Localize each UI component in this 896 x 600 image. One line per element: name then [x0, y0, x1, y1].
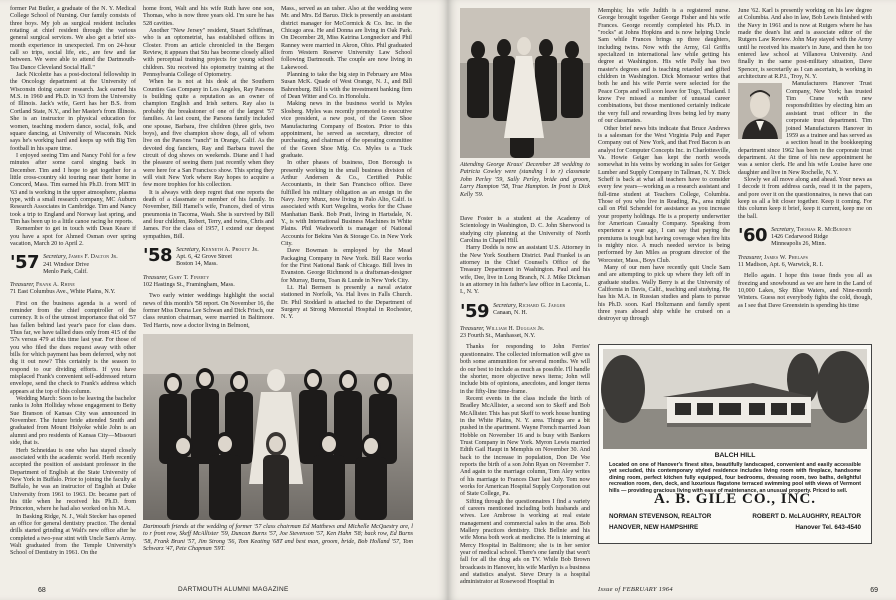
ad-title: BALCH HILL: [714, 452, 756, 459]
class-officers: [771, 227, 852, 249]
paragraph: Harry Dodds is now an assistant U.S. Attorney in the New York Southern District. Paul Frankel is an attorney in the Chief Counsel's Office of the Treasury Department in Washington. Paul and his wife, Dee, live in Long Branch, N. J. Mike Dickman is an attorney in his father's law office in Laconia, L. I., N. Y.: [460, 245, 590, 296]
paragraph: Hello again. I hope this issue finds you all as freezing and snowbound as we are here in the Land of 10,000 Lakes, Sky Blue Waters, and Nine-month Winters. Guess not everybody fights the cold, though, as I see that Dave Greenstein is spending his time: [738, 273, 872, 309]
realtor-left: NORMAN STEVENSON, REALTOR: [609, 513, 712, 520]
paragraph: Another "New Jersey" resident, Stuart Schiffman, who is an optometrist, has established offices in Closter. From an article chronicled in the Bergen Review, it appears that Stu has become closely allied with perceptual training projects for young school children. Stu received his optometry training at the Pennsylvania College of Optometry.: [143, 28, 274, 79]
right-column-1: [460, 216, 590, 591]
treasurer-line: [143, 275, 274, 282]
ad-firm-name: A. B. GILE CO., INC.: [653, 491, 817, 507]
class-60-header: [738, 224, 872, 249]
couple-photo-image: [460, 8, 590, 158]
secretary-address: Canaan, N. H.: [493, 309, 528, 316]
secretary-name: Kenneth A. Prouty Jr.: [201, 247, 259, 253]
class-59-header: [460, 300, 590, 322]
couple-wedding-photo: [460, 8, 590, 158]
page-number: 69: [870, 587, 878, 594]
treasurer-line: [10, 282, 136, 289]
paragraph: Manufacturers Hanover Trust Company, New York; has trusted Tim Crane with new responsibilities by electing him an assistant trust officer in the corporate trust department. Tim joined Manufacturers Hanover in 1959 as a trainee and has served as a section head in the bookkeeping department since 1962 has been in the corporate trust department. At the time of his new appointment he was a senior clerk. He and his wife Louise have one daughter and live in New Rochelle, N. Y.: [738, 81, 872, 176]
treasurer-name: Frank A. Rhine: [35, 281, 75, 288]
secretary-city: Boston 14, Mass.: [176, 261, 218, 268]
portrait-image: [738, 83, 782, 139]
left-column-3: [281, 6, 412, 321]
class-year: '60: [738, 224, 768, 246]
treasurer-label: Treasurer,: [143, 274, 168, 281]
class-year: '58: [143, 245, 173, 266]
issue-date: Issue of FEBRUARY 1964: [598, 586, 673, 593]
secretary-address: 241 Windsor Drive: [43, 261, 90, 268]
class-officers: [176, 247, 259, 269]
ad-realtors: [609, 513, 861, 520]
class-year: '57: [10, 252, 40, 274]
secretary-name: Richard G. Jaeger: [518, 302, 566, 309]
magazine-title: DARTMOUTH ALUMNI MAGAZINE: [178, 586, 289, 593]
treasurer-line: [460, 326, 590, 333]
secretary-label: Secretary,: [176, 247, 200, 253]
paragraph: In Basking Ridge, N. J., Walt Stecker has opened an office for general dentistry practice. The dental drills started grinding at Walt's new office after he completed a two-year stint with Uncle Sam's Army. Walt graduated from the Temple University's School of Dentistry in 1961. On the: [10, 513, 136, 557]
paragraph: Planning to take the big step in February are Miss Susan McK. Quade of West Orange, N. J., and Bill Bahrenburg. Bill is with the investment banking firm of Dean Witter and Co. in Honolulu.: [281, 72, 412, 101]
secretary-name: James F. Dalton Jr.: [68, 254, 118, 261]
treasurer-label: Treasurer,: [10, 281, 35, 288]
paragraph: Recent events in the class include the birth of Bradley McAllister, a second son to Skeff and Bob McAllister. This has put Skeff to work house hunting in the White Plains, N. Y. area. Things are a bit pushed in the apartment. Wayne French married Joan Hobble on November 16 and is busy with Bankers Trust Company in New York. Myron Lewis married Edith Gail Haupt in Memphis on November 30. And back to the increase in population, Don De Voe reports the birth of a son John Ryan on November 7. And again to the marriage column, Tom Aley writes of his marriage to Frances Darr last July. Tom now works for American Hospital Supply Corporation out of State College, Pa.: [460, 395, 590, 498]
treasurer-line: [738, 255, 872, 262]
ad-phone: Hanover Tel. 643-4540: [795, 524, 861, 531]
house-image: [603, 349, 867, 449]
paragraph: Making news in the business world is Myles Slosberg. Myles was recently promoted to executive vice president, a new post, of the Green Shoe Manufacturing Company of Boston. Prior to this appointment, he served as secretary, director of purchasing, and chairman of the operating committee of the Green Shoe Mfg. Co. Myles is a Tuck graduate.: [281, 101, 412, 159]
paragraph: Two early winter weddings highlight the social news of this month's '58 report. On November 16, the former Miss Donna Lee Schwan and Dick Frisch, our class reunion chairman, were married in Baltimore. Ted Harris, now a doctor living in Belmont,: [143, 293, 274, 329]
left-column-1: [10, 6, 136, 591]
treasurer-address: 71 East Columbus Ave., White Plains, N.Y.: [10, 289, 116, 296]
secretary-city: Menlo Park, Calif.: [43, 268, 88, 275]
treasurer-address: 23 Fourth St., Manhasset, N.Y.: [460, 333, 536, 340]
class-year: '59: [460, 300, 490, 322]
paragraph: June '62. Karl is presently working on his law degree at Columbia. And also in law, Bob Lewis finished with the Navy in 1961 and is now at Rutgers where he has made the dean's list and is associate editor of the Rutgers Law Review. John May stayed with the Army until he received his master's in June, and then he too entered law school at Villanova University. And finally in the same post-military situation, Dave Spencer, is secretarily as I can ascertain, is working in architecture at R.P.I., Troy, N. Y.: [738, 8, 872, 81]
ad-contact: [609, 524, 861, 531]
paragraph: Remember to get in touch with Dean Keare if you have a spot for Ahmed Osman over spring vacation, March 20 to April 2.: [10, 226, 136, 247]
paragraph: Dave Foster is a student at the Academy of Scientology in Washington, D. C. John Sherwood is studying city planning at the University of North Carolina in Chapel Hill.: [460, 216, 590, 245]
realtor-right: ROBERT D. McLAUGHRY, REALTOR: [752, 513, 861, 520]
secretary-address: 1426 Cedarwood Ridge: [771, 234, 829, 241]
ad-description: Located on one of Hanover's finest sites, beautifully landscaped, convenient and easily accessible yet secluded, this contemporary styled residence includes living room with fireplace, handsome dining room, perfect kitchen fully equipped, four bedrooms, dressing room, two baths, delightful recreation room, den, deck, and luxurious flagstone terraced swimming pool with views of Vermont hills — providing gracious living with ease of maintenance, an unusual property. Priced to sell.: [609, 462, 861, 494]
treasurer-name: James W. Phelaps: [763, 254, 809, 261]
group-photo-image: [143, 334, 413, 520]
right-column-3: [738, 8, 872, 340]
paragraph: Dave Bowman is employed by the Mead Packaging Company in New York. Bill Race works for the First National Bank of Chicago. Bill lives in Evanston. George Richmond is a draftsman-designer for Murray, Burns, Toan & Lunde in New York City.: [281, 248, 412, 284]
paragraph: Jack Nicolette has a post-doctoral fellowship in the Oncology department at the University of Wisconsin doing cancer research. Jack earned his M.S. in 1960 and Ph.D. in '63 from the University of Illinois. Jack's wife, Gerri has her B.S. from Cortland State, N.Y., and her Master's from Illinois. She is an instructor in physical education for women, teaching modern dance, social, folk, and square dancing, at University of Wisconsin. Nick says he's working hard and keeps up with Big Ten football in his spare time.: [10, 72, 136, 152]
paragraph: In other phases of business, Don Borough is presently working in the small business division of Arthur Andersen & Co., Certified Public Accountants, in their San Francisco office. Dave fulfilled his military obligation as an ensign in the Navy. Jerry Munz, now living in Palo Alto, Calif. is associated with Kurt Wegelins, works for the Chase Manhattan Bank. Bob Pratt, living in Hartsdale, N. Y., is with International Business Machines in White Plains. Phil Wadsworth is manager of National Accounts for Bekins Van & Storage Co. in New York City.: [281, 160, 412, 247]
paragraph: First on the business agenda is a word of reminder from the chief comptroller of the currency. It is of the utmost importance that old '57 has fallen behind last year's pace for class dues. Thus far, we have tallied dues only from 415 of the '57s versus 479 at this time last year. For those of you who filed the dues request away with other bills for which payment has been deferred, why not dig it out now? This certainly is the season to respond to our dividing efforts. If you have misplaced Frank's convenient self-addressed return envelope, send the check to Frank's address which appears at the top of this column.: [10, 300, 136, 395]
paragraph: home front, Walt and his wife Ruth have one son, Thomas, who is now three years old. I'm sure he has 528 cavities.: [143, 6, 274, 27]
secretary-label: Secretary,: [493, 302, 517, 309]
secretary-address: Apt. 6, 42 Grove Street: [176, 254, 233, 261]
class-officers: [493, 303, 565, 317]
paragraph: When he is not at his desk at the Southern Counties Gas Company in Los Angeles, Ray Parsons is building quite a reputation as an owner of champion English and Irish setters. Ray also is probably the breakstoner of one of the largest '57 families. At last count, the Parsons family included one spouse, Barbara, five children (three girls, two boys), and five champion show dogs, all of whom live on the Parsons "ranch" in Orange, Calif. As the devoted dog fanciers, Ray and Barbara travel the circuit of dog shows on weekends. Diane and I had the pleasure of seeing them just recently when they were here for a San Francisco show. This spring they will visit New York where Ray hopes to acquire a few more trophies for his collection.: [143, 79, 274, 189]
treasurer-label: Treasurer,: [738, 254, 763, 261]
left-column-2: [143, 6, 274, 329]
real-estate-advertisement: [598, 344, 872, 544]
paragraph: Lt. Hal Bernsen is presently a naval aviator stationed in Norfolk, Va. Hal lives in Falls Church. Dr. Phil Stoddard is attached to the Department of Surgery at Strong Memorial Hospital in Rochester, N. Y.: [281, 285, 412, 321]
photo-caption: Dartmouth friends at the wedding of former '57 class chairman Ed Matthews and Michelle McQuestry are, l to r front row, Skeff McAllister '59, Duncan Burns '57, Joe Stevenson '57, Ken Hahn '58; back row, Ed Burns '58, Frank Bruni '57, Jim Strong '56, Tom Keating '68T and best man, groom, bride, Bob Holland '57, Tom Schwarz '47, Pete Chapman '59T.: [143, 524, 413, 553]
paragraph: Slowly we all move along and ahead. Your news as I decode it from address cards, read it in the papers, and pore over it on the questionnaires, is news that can keep us all a bit closer together. Keep it coming. For this column keep it brief, keep it current, keep me on the ball.: [738, 176, 872, 220]
paragraph: Memphis; his wife Judith is a registered nurse. George brought together George Fisher and his wife Frances. George recently completed his Ph.D. in "rocks" at Johns Hopkins and is now helping Uncle Sam while Frances brings up three daughters, including twins. Now with the Army, Gil Griffis specialized in international law while getting his degree at Washington. His wife Polly has two master's degrees and is teaching retarded and gifted children in Washington. Dick Momsour writes that both he and his wife Perrie were selected for the Peace Corps and will soon leave for Togo, Thailand. I know I've missed a number of unusual career combinations, but those mentioned certainly indicate the very full and rewarding lives being led by many of our classmates.: [598, 8, 730, 125]
wedding-group-photo: [143, 334, 413, 520]
treasurer-address: 11 Madison, Apt. 6, Warwick, R. I.: [738, 261, 824, 268]
paragraph: former Pat Butler, a graduate of the N. Y. Medical College School of Nursing. Our family consists of three boys. My job as surgical resident includes rotating at chief resident through the various general surgical services. We also get a brief six-month experience in unexpected. I'm on 24-hour call so trips, social life, etc., are few and far between. We were able to attend the Dartmouth-Tea Dance Cleveland Social Hall.": [10, 6, 136, 71]
ad-location: HANOVER, NEW HAMPSHIRE: [609, 524, 699, 531]
secretary-label: Secretary,: [771, 226, 795, 233]
paragraph: Thanks for responding to John Ferries' questionnaire. The collected information will give us both some ammunition for several months. We will do our best to include as much as possible. I'll handle the shorter, more objective news items; John will include bits of opinions, anecdotes, and longer items in the fifty-line time-frame.: [460, 344, 590, 395]
headshot-photo: [738, 83, 782, 139]
right-page: [448, 0, 896, 600]
treasurer-name: William H. Duggan Jr.: [485, 325, 545, 332]
secretary-city: Minneapolis 26, Minn.: [771, 241, 827, 248]
paragraph: Mass., served as an usher. Also at the wedding were Mr. and Mrs. Ed Baruo. Dick is presently an assistant district manager for McCormick & Co. Inc. in the Chicago area. He and Donna are living in Oak Park. On December 28, Miss Katrina Longnecker and Phil Ranney were married in Akron, Ohio. Phil graduated from Western Reserve University Law School following Dartmouth. The couple are now living in Lakewood.: [281, 6, 412, 71]
paragraph: Sifting through the questionnaires I find a variety of careers mentioned including both husbands and wives. Lee Ambrose is working at real estate management and commercial sales in the area. Bob Mallery practices dentistry. Dick Bellnie and his wife Mona both work at medicine. He is interning at Mercy Hospital in Baltimore; she is in her senior year of medical school. There's one family that won't fall for all the drug ads on TV. While Bob Brown broadcasts in Hanover, his wife Marilyn is a business and statistics analyst. Steve Drury is a hospital administrator at Rosewood Hospital in: [460, 498, 590, 586]
right-column-2: [598, 8, 730, 340]
paragraph: Many of our men have recently quit Uncle Sam and are attempting to pick up where they left off in graduate studies. Wally Berry is at the University of California in Davis, Calif., teaching and studying. He has his M.A. in Russian studies and plans to pursue his Ph.D. soon. Karl Holtzmann and family spent three years aboard ship while he cruised on a destroyer up through: [598, 265, 730, 323]
treasurer-address: 102 Hastings St., Framingham, Mass.: [143, 281, 235, 288]
treasurer-label: Treasurer,: [460, 325, 485, 332]
paragraph: Wedding March: Soon to be leaving the bachelor ranks is John Holliday whose engagement to Betty Sue Branson of Kansas City was announced in November. The future bride attended Smith and graduated from Mount Holyoke while John is an alumni and pro residents of Kansas City—Missouri side, that is.: [10, 396, 136, 447]
class-57-header: [10, 254, 136, 276]
paragraph: It is always with deep regret that one reports the death of a classmate or member of his family. In November, Bill Hamel's wife, Frances, died of virus pneumonia in Tacoma, Wash. She is survived by Bill and four children, Robert, Terry, and twins, Chris and James. For the class of 1957, I extend our deepest sympathies, Bill.: [143, 189, 274, 240]
house-photo: [603, 349, 867, 449]
class-58-header: [143, 247, 274, 269]
treasurer-name: Gary T. Finerty: [168, 274, 210, 281]
class-officers: [43, 254, 118, 276]
secretary-name: Thomas R. McBurney: [796, 226, 852, 233]
page-number: 68: [38, 587, 46, 594]
couple-photo-caption: Attending George Kraus' December 28 wedding to Patricia Cowley were (standing l to r) classmate John Perley '59, Sally Perley, bride and groom, Larry Hampton '58, True Hampton. In front is Dick Kelly '59.: [460, 162, 590, 198]
secretary-label: Secretary,: [43, 254, 67, 261]
paragraph: Other brief news bits indicate that Bruce Andrews is a salesman for the West Virginia Pulp and Paper Company out of New York, and that Fred Bacon is an analyst for Computer Concepts Inc. in Charlottesville, Va. Howie Geiger has kept the north woods somewhat in his veins by working in sales for Geiger Lumber and Supply Company in Tallman, N. Y. Dick Scheff is back at what all teachers have to consider every few years—working as a research assistant and full-time student at Teachers College, Columbia. Those of you who live in Reading, Pa., area might call on Phil Schendel for assistance as you increase your property holdings. He is a property underwriter for American Casualty Company. Speaking from experience a year ago, I can say that paying the premiums is tough but having coverage when fire hits is mighty nice. A much needed service is being performed by Jan Miles as program director of the Worcester, Mass., Boys Club.: [598, 125, 731, 264]
paragraph: I enjoyed seeing Tim and Nancy Fohl for a few minutes after some carol singing back in December. Tim and I hope to get together for a little cross-country ski touring near their home in Concord, Mass. Tim earned his Ph.D. from MIT in '63 and is working in the upper atmosphere, plasma type, with a small research company, MC Auburn Research Associates in Cambridge. Tim and Nancy took a trip to England and Norway last spring, and Tim has been up to a little canoe racing he reports.: [10, 152, 136, 225]
paragraph: Herb Schneidau is one who has stayed closely associated with the academic world. Herb recently accepted the position of assistant professor in the Department of English at the State University of New York in Buffalo. Prior to joining the faculty at Buffalo, he was an instructor of English at Duke University from 1961 to 1963. Dr. became part of his title when he received his Ph.D. from Princeton, where he had also worked on his M.A.: [10, 447, 136, 513]
